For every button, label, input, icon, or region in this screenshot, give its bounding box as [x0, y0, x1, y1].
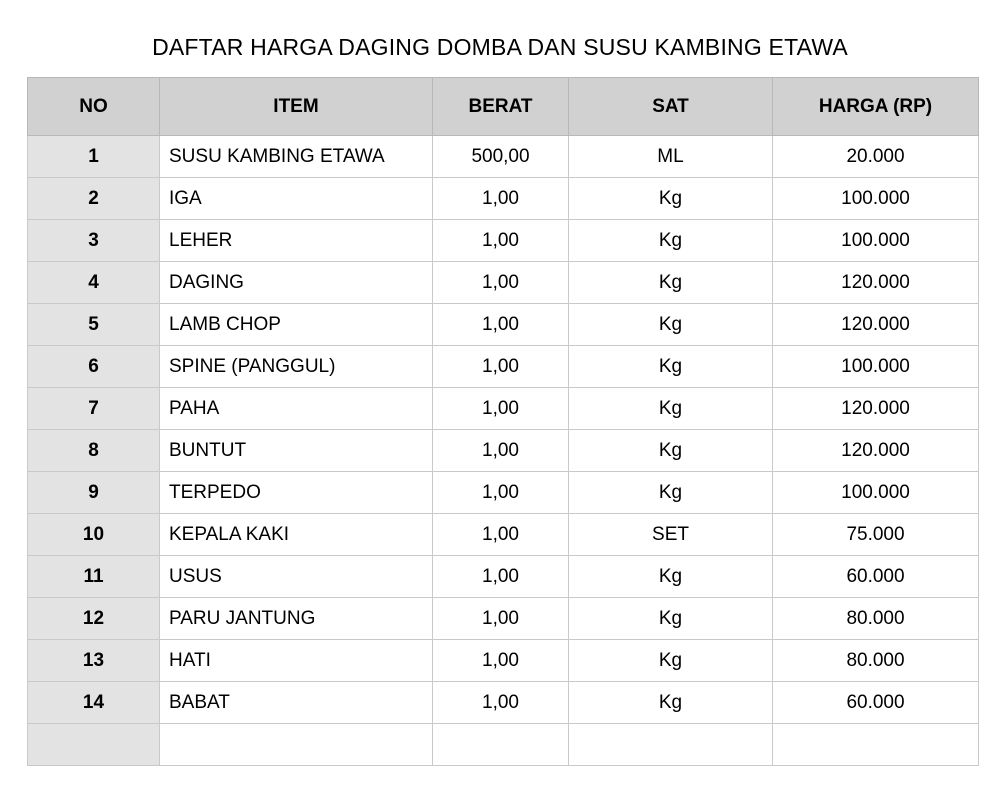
cell-sat[interactable]: SET	[569, 514, 773, 556]
cell-berat[interactable]: 1,00	[433, 472, 569, 514]
cell-item[interactable]: BABAT	[160, 682, 433, 724]
cell-harga[interactable]: 100.000	[773, 178, 979, 220]
cell-sat[interactable]: ML	[569, 136, 773, 178]
cell-sat[interactable]: Kg	[569, 640, 773, 682]
cell-berat[interactable]: 1,00	[433, 346, 569, 388]
cell-harga[interactable]: 60.000	[773, 682, 979, 724]
cell-berat[interactable]: 1,00	[433, 178, 569, 220]
cell-berat[interactable]	[433, 724, 569, 766]
cell-no[interactable]: 4	[28, 262, 160, 304]
cell-berat[interactable]: 1,00	[433, 220, 569, 262]
cell-harga[interactable]: 80.000	[773, 598, 979, 640]
cell-item[interactable]: SUSU KAMBING ETAWA	[160, 136, 433, 178]
cell-item[interactable]: LAMB CHOP	[160, 304, 433, 346]
column-header-item[interactable]: ITEM	[160, 78, 433, 136]
cell-no[interactable]: 10	[28, 514, 160, 556]
cell-harga[interactable]: 100.000	[773, 346, 979, 388]
table-body	[28, 136, 979, 766]
table-row	[28, 598, 979, 640]
cell-no[interactable]: 12	[28, 598, 160, 640]
table-row	[28, 640, 979, 682]
cell-item[interactable]	[160, 724, 433, 766]
cell-no[interactable]: 11	[28, 556, 160, 598]
cell-harga[interactable]: 120.000	[773, 430, 979, 472]
cell-harga[interactable]: 80.000	[773, 640, 979, 682]
table-row	[28, 472, 979, 514]
cell-berat[interactable]: 500,00	[433, 136, 569, 178]
cell-sat[interactable]: Kg	[569, 262, 773, 304]
table-row	[28, 388, 979, 430]
cell-berat[interactable]: 1,00	[433, 388, 569, 430]
table-row	[28, 724, 979, 766]
cell-sat[interactable]: Kg	[569, 598, 773, 640]
cell-item[interactable]: TERPEDO	[160, 472, 433, 514]
cell-harga[interactable]: 120.000	[773, 262, 979, 304]
table-row	[28, 346, 979, 388]
cell-harga[interactable]: 100.000	[773, 220, 979, 262]
cell-harga[interactable]: 120.000	[773, 388, 979, 430]
cell-item[interactable]: BUNTUT	[160, 430, 433, 472]
cell-item[interactable]: USUS	[160, 556, 433, 598]
cell-no[interactable]: 8	[28, 430, 160, 472]
cell-item[interactable]: PAHA	[160, 388, 433, 430]
cell-sat[interactable]	[569, 724, 773, 766]
header-row	[28, 78, 979, 136]
cell-berat[interactable]: 1,00	[433, 556, 569, 598]
table-row	[28, 682, 979, 724]
table-row	[28, 556, 979, 598]
cell-item[interactable]: DAGING	[160, 262, 433, 304]
cell-harga[interactable]: 75.000	[773, 514, 979, 556]
cell-no[interactable]: 13	[28, 640, 160, 682]
cell-harga[interactable]: 120.000	[773, 304, 979, 346]
cell-sat[interactable]: Kg	[569, 556, 773, 598]
column-header-harga[interactable]: HARGA (RP)	[773, 78, 979, 136]
table-row	[28, 430, 979, 472]
cell-sat[interactable]: Kg	[569, 220, 773, 262]
cell-sat[interactable]: Kg	[569, 388, 773, 430]
cell-sat[interactable]: Kg	[569, 178, 773, 220]
cell-no[interactable]	[28, 724, 160, 766]
table-row	[28, 262, 979, 304]
cell-sat[interactable]: Kg	[569, 682, 773, 724]
cell-no[interactable]: 5	[28, 304, 160, 346]
cell-item[interactable]: KEPALA KAKI	[160, 514, 433, 556]
table-header	[28, 78, 979, 136]
table-row	[28, 514, 979, 556]
cell-harga[interactable]: 100.000	[773, 472, 979, 514]
cell-no[interactable]: 14	[28, 682, 160, 724]
cell-berat[interactable]: 1,00	[433, 430, 569, 472]
cell-item[interactable]: HATI	[160, 640, 433, 682]
cell-berat[interactable]: 1,00	[433, 598, 569, 640]
column-header-sat[interactable]: SAT	[569, 78, 773, 136]
page-title: DAFTAR HARGA DAGING DOMBA DAN SUSU KAMBING ETAWA	[152, 34, 848, 60]
cell-berat[interactable]: 1,00	[433, 640, 569, 682]
table-row	[28, 220, 979, 262]
cell-item[interactable]: IGA	[160, 178, 433, 220]
cell-sat[interactable]: Kg	[569, 430, 773, 472]
price-table	[27, 77, 979, 766]
cell-sat[interactable]: Kg	[569, 472, 773, 514]
cell-no[interactable]: 7	[28, 388, 160, 430]
cell-harga[interactable]: 20.000	[773, 136, 979, 178]
cell-harga[interactable]: 60.000	[773, 556, 979, 598]
cell-berat[interactable]: 1,00	[433, 682, 569, 724]
cell-no[interactable]: 3	[28, 220, 160, 262]
table-row	[28, 136, 979, 178]
cell-harga[interactable]	[773, 724, 979, 766]
cell-berat[interactable]: 1,00	[433, 514, 569, 556]
cell-no[interactable]: 1	[28, 136, 160, 178]
cell-berat[interactable]: 1,00	[433, 262, 569, 304]
table-row	[28, 178, 979, 220]
cell-item[interactable]: PARU JANTUNG	[160, 598, 433, 640]
table-row	[28, 304, 979, 346]
column-header-berat[interactable]: BERAT	[433, 78, 569, 136]
cell-sat[interactable]: Kg	[569, 346, 773, 388]
cell-item[interactable]: LEHER	[160, 220, 433, 262]
column-header-no[interactable]: NO	[28, 78, 160, 136]
cell-no[interactable]: 2	[28, 178, 160, 220]
cell-no[interactable]: 9	[28, 472, 160, 514]
cell-item[interactable]: SPINE (PANGGUL)	[160, 346, 433, 388]
cell-berat[interactable]: 1,00	[433, 304, 569, 346]
cell-sat[interactable]: Kg	[569, 304, 773, 346]
cell-no[interactable]: 6	[28, 346, 160, 388]
